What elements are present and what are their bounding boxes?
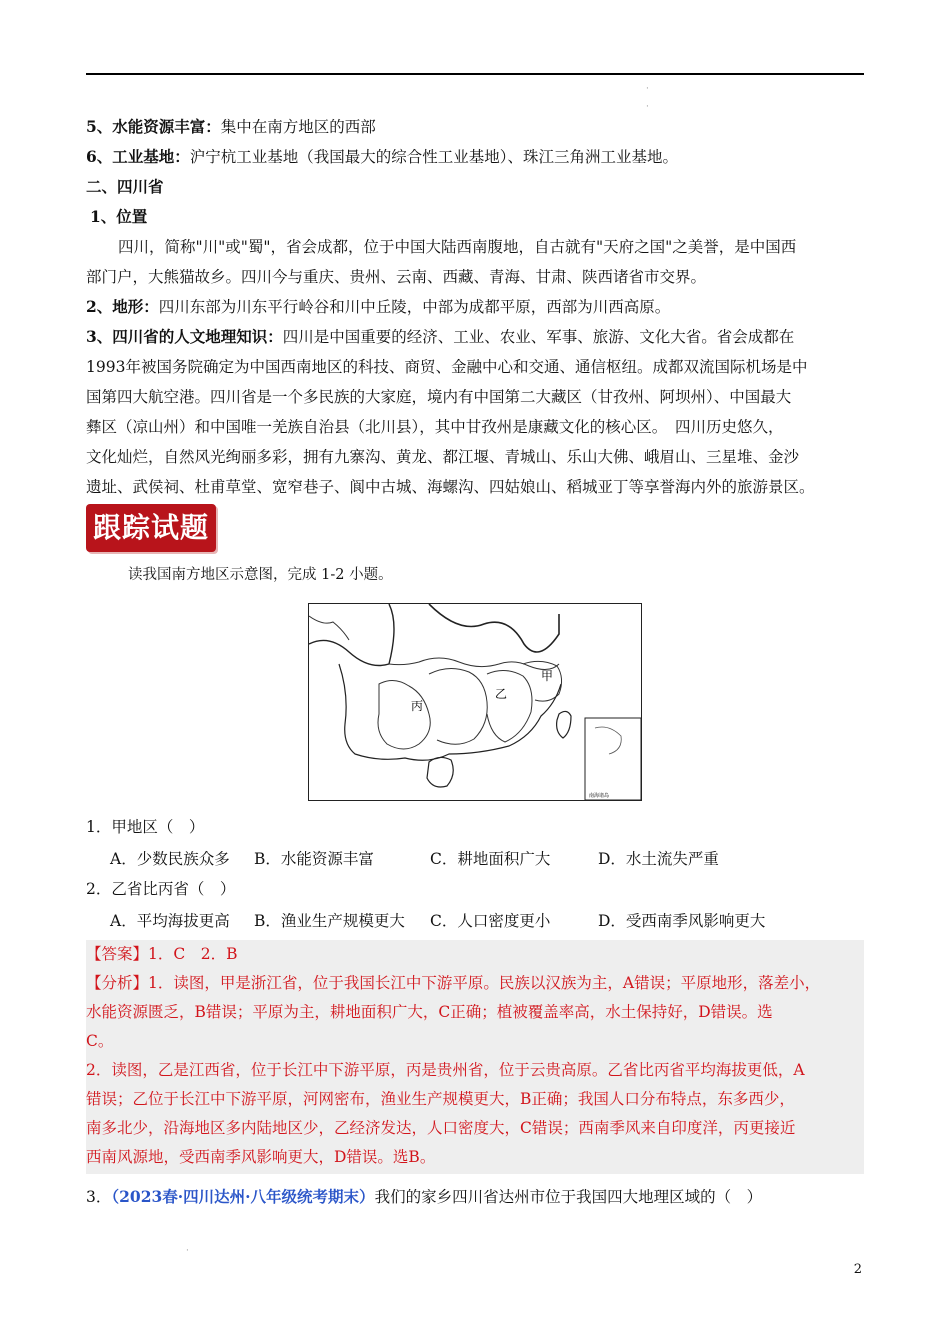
note-5: 5、水能资源丰富：集中在南方地区的西部 [86, 117, 376, 136]
location-text-2: 部门户，大熊猫故乡。四川今与重庆、贵州、云南、西藏、青海、甘肃、陕西诸省市交界。 [86, 268, 707, 286]
map-label-yi: 乙 [495, 687, 508, 701]
header-rule [86, 73, 864, 75]
answer-content [86, 940, 864, 1172]
page-number: 2 [853, 1262, 862, 1277]
q2-option-d[interactable]: D．受西南季风影响更大 [598, 912, 766, 930]
terrain-note: 2、地形：四川东部为川东平行岭谷和川中丘陵，中部为成都平原，西部为川西高原。 [86, 297, 671, 316]
map-hainan [427, 757, 453, 787]
q1-option-c[interactable]: C．耕地面积广大 [430, 850, 551, 868]
notes-section [86, 112, 864, 502]
map-province-border [389, 658, 559, 670]
south-china-map [308, 603, 642, 801]
answer-line: 【答案】1．C 2．B [86, 945, 238, 963]
map-label-bing: 丙 [411, 699, 424, 713]
q1-option-a[interactable]: A．少数民族众多 [110, 850, 230, 868]
culture-note-3: 国第四大航空港。四川省是一个多民族的大家庭，境内有中国第二大藏区（甘孜州、阿坝州）、中国最大 [86, 388, 792, 406]
question-3 [86, 1182, 864, 1212]
q2-option-b[interactable]: B．渔业生产规模更大 [254, 912, 405, 930]
map-inset-label: 南海诸岛 [589, 793, 610, 799]
artifact-dot: · [646, 102, 649, 112]
culture-note-2: 1993年被国务院确定为中国西南地区的科技、商贸、金融中心和交通、通信枢纽。成都双流国际机场是中 [86, 358, 808, 376]
map-river [429, 604, 559, 652]
map-province-border [309, 616, 349, 640]
q2-option-c[interactable]: C．人口密度更小 [430, 912, 551, 930]
map-province-border [429, 668, 487, 744]
q2-option-a[interactable]: A．平均海拔更高 [110, 912, 230, 930]
analysis-2-line-4: 西南风源地，受西南季风影响更大，D错误。选B。 [86, 1148, 436, 1166]
map-province-bing [378, 680, 430, 749]
artifact-dot: · [646, 84, 649, 94]
question-2-stem: 2．乙省比丙省（ ） [86, 880, 236, 898]
analysis-2-line-2: 错误；乙位于长江中下游平原，河网密布，渔业生产规模更大，B正确；我国人口分布特点，东多西少， [86, 1090, 795, 1108]
analysis-1-line-1: 【分析】1．读图，甲是浙江省，位于我国长江中下游平原。民族以汉族为主，A错误；平原地形，落差小， [86, 974, 821, 992]
exercise-tag: 跟踪试题 [86, 504, 216, 552]
analysis-2-line-1: 2．读图，乙是江西省，位于长江中下游平原，丙是贵州省，位于云贵高原。乙省比丙省平均海拔更低，A [86, 1061, 805, 1079]
q1-option-d[interactable]: D．水土流失严重 [598, 850, 719, 868]
map-figure [309, 604, 641, 800]
map-taiwan [557, 711, 571, 738]
analysis-2-line-3: 南多北少，沿海地区多内陆地区少，乙经济发达，人口密度大，C错误；西南季风来自印度洋，丙更接近 [86, 1119, 796, 1137]
culture-note-6: 遗址、武侯祠、杜甫草堂、宽窄巷子、阆中古城、海螺沟、四姑娘山、稻城亚丁等享誉海内外的旅游景区。 [86, 478, 815, 496]
culture-note-4: 彝区（凉山州）和中国唯一羌族自治县（北川县），其中甘孜州是康藏文化的核心区。 四川历史悠久， [86, 418, 784, 436]
map-province-yi [487, 670, 532, 742]
questions [86, 812, 864, 936]
artifact-dot: · [186, 1246, 189, 1256]
analysis-1-line-2: 水能资源匮乏，B错误；平原为主，耕地面积广大，C正确；植被覆盖率高，水土保持好，D错误。选 [86, 1003, 773, 1021]
exercise-prompt: 读我国南方地区示意图，完成 1-2 小题。 [128, 567, 393, 583]
culture-note-1: 3、四川省的人文地理知识：四川是中国重要的经济、工业、农业、军事、旅游、文化大省。省会成都在 [86, 327, 795, 346]
note-6: 6、工业基地：沪宁杭工业基地（我国最大的综合性工业基地）、珠江三角洲工业基地。 [86, 147, 679, 166]
location-heading: 1、位置 [90, 207, 148, 226]
q1-option-b[interactable]: B．水能资源丰富 [254, 850, 374, 868]
map-label-jia: 甲 [541, 669, 554, 683]
location-text-1: 四川，简称"川"或"蜀"，省会成都，位于中国大陆西南腹地，自古就有"天府之国"之美誉，是中国西 [118, 238, 797, 256]
question-1-stem: 1．甲地区（ ） [86, 818, 205, 836]
analysis-1-line-3: C。 [86, 1032, 114, 1050]
question-3-number: 3． [86, 1188, 112, 1206]
answer-box [86, 940, 864, 1174]
question-3-source: （2023春·四川达州·八年级统考期末） [111, 1187, 375, 1206]
section-heading: 二、四川省 [86, 177, 164, 196]
map-coastline [339, 664, 561, 760]
map-boundary-line [309, 604, 394, 666]
question-3-stem: 我们的家乡四川省达州市位于我国四大地理区域的（ ） [374, 1188, 763, 1206]
question-1-options [86, 844, 864, 874]
culture-note-5: 文化灿烂，自然风光绚丽多彩，拥有九寨沟、黄龙、都江堰、青城山、乐山大佛、峨眉山、三星堆、金沙 [86, 448, 800, 466]
question-2-options [86, 906, 864, 936]
